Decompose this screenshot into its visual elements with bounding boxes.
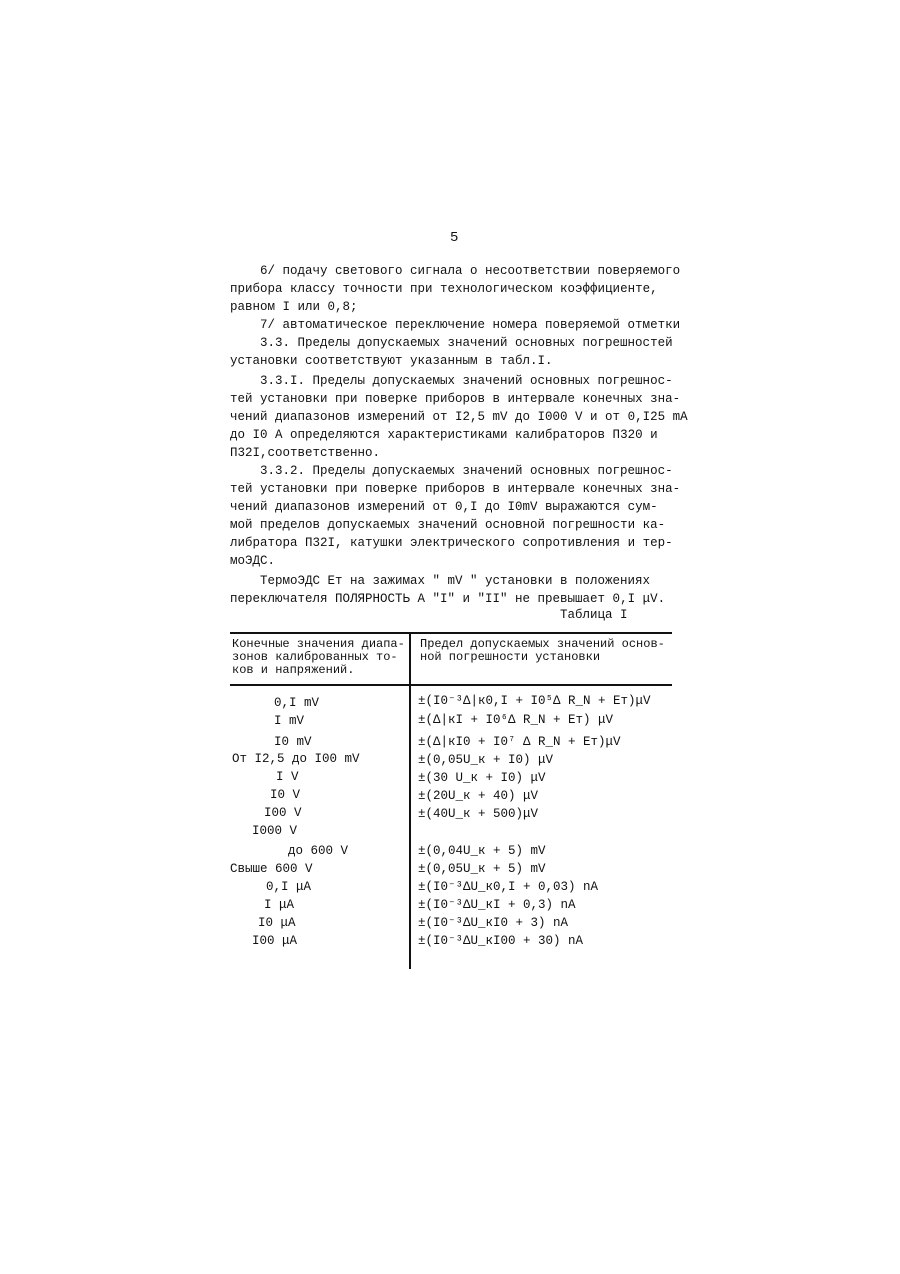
table-cell-range: I mV: [274, 714, 305, 728]
paragraph-line: прибора классу точности при технологическом коэффициенте,: [230, 282, 658, 296]
table-cell-error: ±(Δ|кI0 + I0⁷ Δ R_N + Eт)μV: [418, 735, 621, 749]
table-cell-range: I0 μA: [258, 916, 296, 930]
table-cell-range: I000 V: [252, 824, 298, 838]
table-cell-error: ±(I0⁻³ΔU_кI00 + 30) nA: [418, 934, 584, 948]
paragraph-line: тей установки при поверке приборов в интервале конечных зна-: [230, 392, 681, 406]
paragraph-line: установки соответствуют указанным в табл.I.: [230, 354, 553, 368]
paragraph-line: моЭДС.: [230, 554, 276, 568]
paragraph-line: до I0 A определяются характеристиками калибраторов П320 и: [230, 428, 658, 442]
table-column-divider: [409, 632, 411, 969]
paragraph-line: тей установки при поверке приборов в интервале конечных зна-: [230, 482, 681, 496]
tolerance-table: [230, 632, 672, 972]
table-cell-range: От I2,5 до I00 mV: [232, 752, 360, 766]
table-caption: Таблица I: [560, 608, 628, 622]
table-top-rule: [230, 632, 672, 634]
table-header-right: ной погрешности установки: [420, 650, 601, 664]
table-cell-range: I00 V: [264, 806, 302, 820]
table-cell-error: ±(40U_к + 500)μV: [418, 807, 539, 821]
table-cell-error: ±(0,04U_к + 5) mV: [418, 844, 546, 858]
paragraph-line: 3.3.I. Пределы допускаемых значений основных погрешнос-: [260, 374, 673, 388]
table-cell-error: ±(20U_к + 40) μV: [418, 789, 539, 803]
table-cell-error: ±(I0⁻³Δ|к0,I + I0⁵Δ R_N + Eт)μV: [418, 694, 651, 708]
table-cell-range: I0 mV: [274, 735, 312, 749]
table-cell-error: ±(30 U_к + I0) μV: [418, 771, 546, 785]
table-cell-error: ±(0,05U_к + I0) μV: [418, 753, 554, 767]
paragraph-line: 7/ автоматическое переключение номера поверяемой отметки: [260, 318, 681, 332]
paragraph-line: мой пределов допускаемых значений основной погрешности ка-: [230, 518, 666, 532]
paragraph-line: либратора П32I, катушки электрического сопротивления и тер-: [230, 536, 673, 550]
table-header-left: ков и напряжений.: [232, 663, 355, 677]
table-cell-range: 0,I μA: [266, 880, 312, 894]
paragraph-line: переключателя ПОЛЯРНОСТЬ А "I" и "II" не превышает 0,I μV.: [230, 592, 666, 606]
paragraph-line: равном I или 0,8;: [230, 300, 358, 314]
paragraph-line: ТермоЭДС Ет на зажимах " mV " установки в положениях: [260, 574, 651, 588]
table-cell-range: I μA: [264, 898, 295, 912]
paragraph-line: П32I,соответственно.: [230, 446, 381, 460]
table-cell-error: ±(I0⁻³ΔU_кI + 0,3) nA: [418, 898, 576, 912]
paragraph-line: 3.3.2. Пределы допускаемых значений основных погрешнос-: [260, 464, 673, 478]
table-cell-range: до 600 V: [288, 844, 349, 858]
table-header-rule: [230, 684, 672, 686]
paragraph-line: 3.3. Пределы допускаемых значений основных погрешностей: [260, 336, 673, 350]
table-header-right: Предел допускаемых значений основ-: [420, 637, 665, 651]
paragraph-line: чений диапазонов измерений от 0,I до I0mV выражаются сум-: [230, 500, 658, 514]
table-cell-range: I0 V: [270, 788, 301, 802]
paragraph-line: чений диапазонов измерений от I2,5 mV до I000 V и от 0,I25 mA: [230, 410, 688, 424]
table-cell-error: ±(I0⁻³ΔU_кI0 + 3) nA: [418, 916, 569, 930]
table-cell-range: I V: [276, 770, 299, 784]
table-cell-error: ±(0,05U_к + 5) mV: [418, 862, 546, 876]
table-cell-range: 0,I mV: [274, 696, 320, 710]
paragraph-line: 6/ подачу светового сигнала о несоответствии поверяемого: [260, 264, 681, 278]
page-number: 5: [450, 230, 459, 246]
table-cell-error: ±(Δ|кI + I0⁶Δ R_N + Eт) μV: [418, 713, 614, 727]
table-cell-error: ±(I0⁻³ΔU_к0,I + 0,03) nA: [418, 880, 599, 894]
table-cell-range: Свыше 600 V: [230, 862, 313, 876]
table-header-left: зонов калиброванных то-: [232, 650, 398, 664]
table-cell-range: I00 μA: [252, 934, 298, 948]
table-header-left: Конечные значения диапа-: [232, 637, 405, 651]
